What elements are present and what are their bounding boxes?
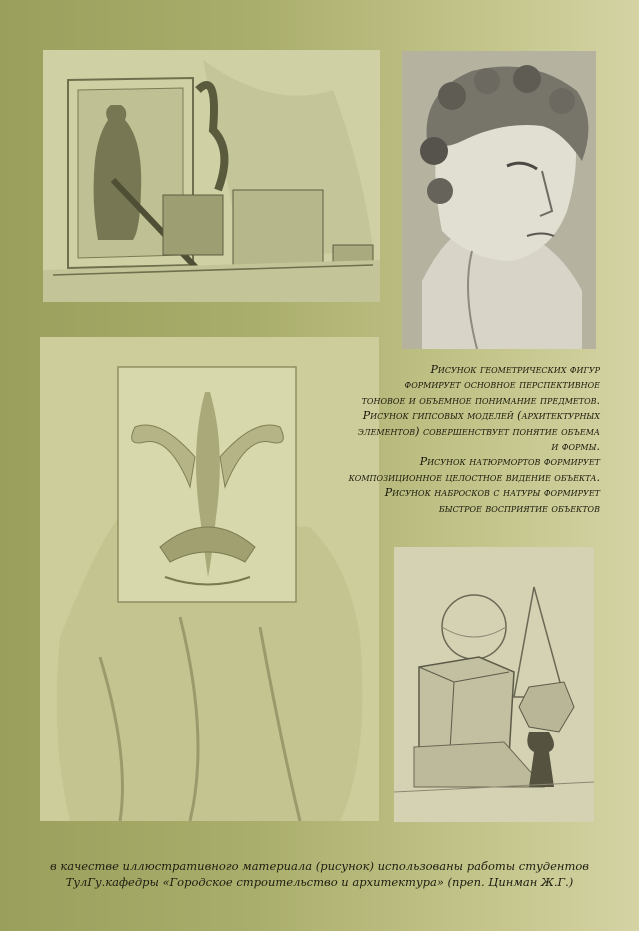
- description-line: Рисунок набросков с натуры формирует: [384, 486, 600, 500]
- description-text: [300, 362, 600, 516]
- plaster-head-drawing-image: [402, 51, 596, 349]
- description-line: формирует основное перспективное: [404, 378, 600, 392]
- description-line: быстрое восприятие объектов: [438, 501, 600, 515]
- description-line: Рисунок гипсовых моделей (архитектурных: [362, 409, 600, 423]
- description-line: композиционное целостное видение объекта.: [348, 470, 600, 484]
- still-life-drawing-image: [43, 50, 380, 302]
- description-line: Рисунок геометрических фигур: [430, 363, 600, 376]
- geometric-solids-drawing-image: [394, 547, 594, 822]
- caption-line: ТулГу.кафедры «Городское строительство и архитектура» (преп. Цинман Ж.Г.): [65, 875, 574, 889]
- description-line: и формы.: [551, 440, 600, 454]
- description-line: тоновое и объемное понимание предметов.: [361, 393, 600, 407]
- description-line: элементов) совершенствует понятие объема: [357, 424, 600, 438]
- description-line: Рисунок натюрмортов формирует: [419, 455, 600, 469]
- caption-line: в качестве иллюстративного материала (рисунок) использованы работы студентов: [50, 859, 589, 873]
- credits-caption: [0, 858, 639, 890]
